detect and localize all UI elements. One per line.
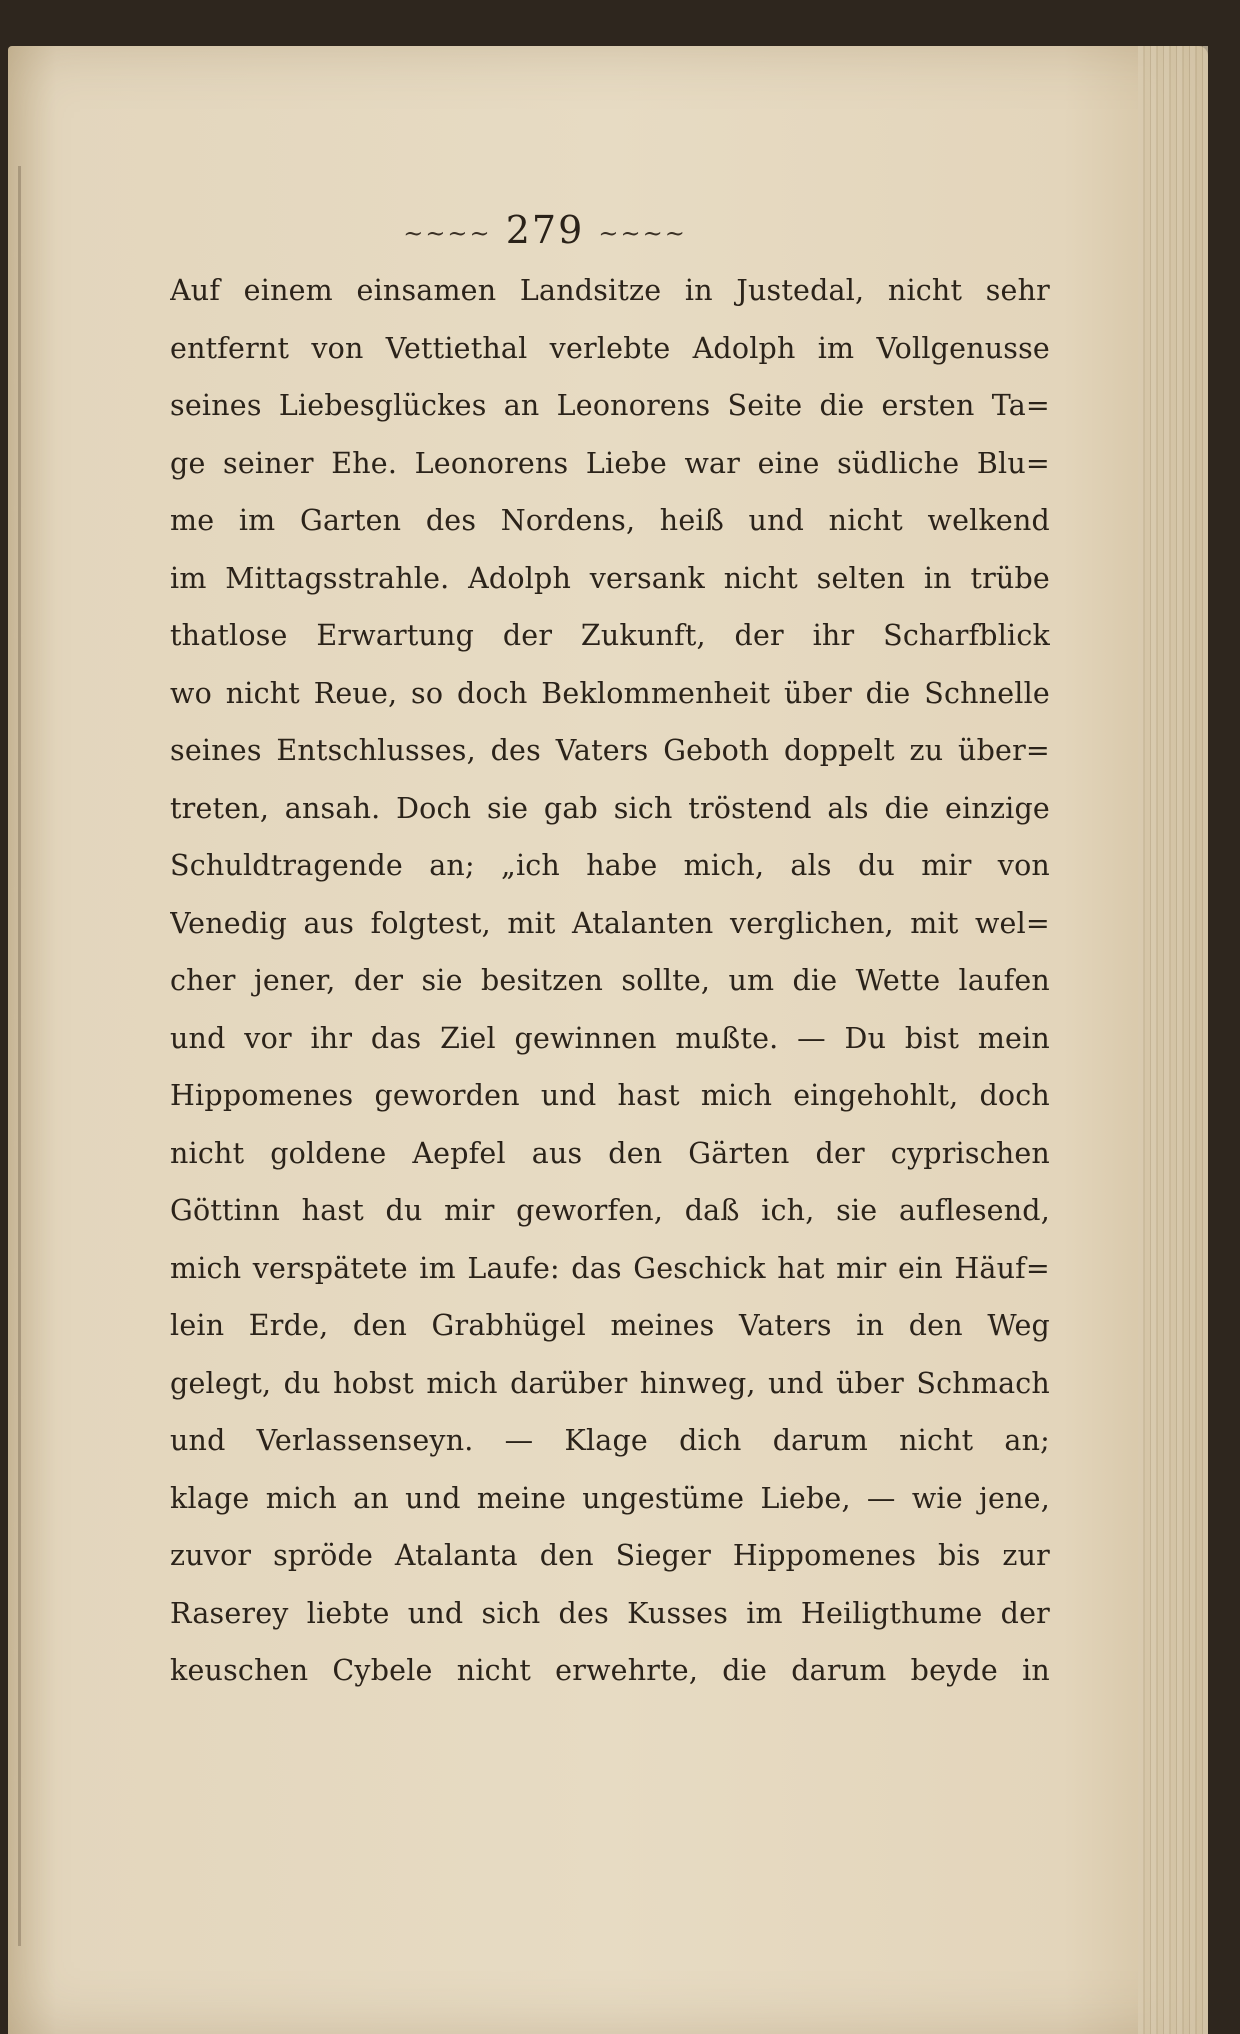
text-line: ge seiner Ehe. Leonorens Liebe war eine südliche Blu= (170, 446, 1050, 480)
text-line: gelegt, du hobst mich darüber hinweg, und über Schmach (170, 1366, 1050, 1400)
text-line: mich verspätete im Laufe: das Geschick hat mir ein Häuf= (170, 1251, 1050, 1285)
text-line: Schuldtragende an; „ich habe mich, als du mir von (170, 849, 1050, 882)
text-line: nicht goldene Aepfel aus den Gärten der cyprischen (170, 1136, 1050, 1170)
page-header (0, 208, 1090, 252)
text-line: keuschen Cybele nicht erwehrte, die darum beyde in (170, 1654, 1050, 1687)
text-line: seines Liebesglückes an Leonorens Seite die ersten Ta= (170, 389, 1050, 422)
text-line: klage mich an und meine ungestüme Liebe, — wie jene, (170, 1481, 1050, 1515)
text-line: lein Erde, den Grabhügel meines Vaters in den Weg (170, 1309, 1050, 1342)
text-line: und Verlassenseyn. — Klage dich darum nicht an; (170, 1424, 1050, 1457)
page-number: 279 (505, 208, 585, 252)
text-line: im Mittagsstrahle. Adolph versank nicht selten in trübe (170, 561, 1050, 595)
text-line: und vor ihr das Ziel gewinnen mußte. — Du bist mein (170, 1021, 1050, 1055)
text-line: zuvor spröde Atalanta den Sieger Hippomenes bis zur (170, 1539, 1050, 1572)
binding-edge (18, 166, 21, 1946)
text-line: wo nicht Reue, so doch Beklommenheit über die Schnelle (170, 676, 1050, 710)
text-line: Raserey liebte und sich des Kusses im Heiligthume der (170, 1596, 1050, 1630)
page-edges (1138, 46, 1208, 2034)
text-line: me im Garten des Nordens, heiß und nicht welkend (170, 504, 1050, 537)
text-line: entfernt von Vettiethal verlebte Adolph im Vollgenusse (170, 331, 1050, 365)
text-line: cher jener, der sie besitzen sollte, um die Wette laufen (170, 964, 1050, 997)
text-line: Auf einem einsamen Landsitze in Justedal, nicht sehr (170, 274, 1050, 307)
body-text (170, 262, 1050, 1700)
text-line: Hippomenes geworden und hast mich eingehohlt, doch (170, 1079, 1050, 1112)
text-line: seines Entschlusses, des Vaters Geboth doppelt zu über= (170, 734, 1050, 767)
header-ornament-left: ~~~~ (403, 219, 492, 248)
text-line: Göttinn hast du mir geworfen, daß ich, sie auflesend, (170, 1194, 1050, 1227)
text-line: treten, ansah. Doch sie gab sich tröstend als die einzige (170, 791, 1050, 825)
header-ornament-right: ~~~~ (598, 219, 687, 248)
text-line: thatlose Erwartung der Zukunft, der ihr Scharfblick (170, 619, 1050, 652)
text-line: Venedig aus folgtest, mit Atalanten verglichen, mit wel= (170, 906, 1050, 940)
